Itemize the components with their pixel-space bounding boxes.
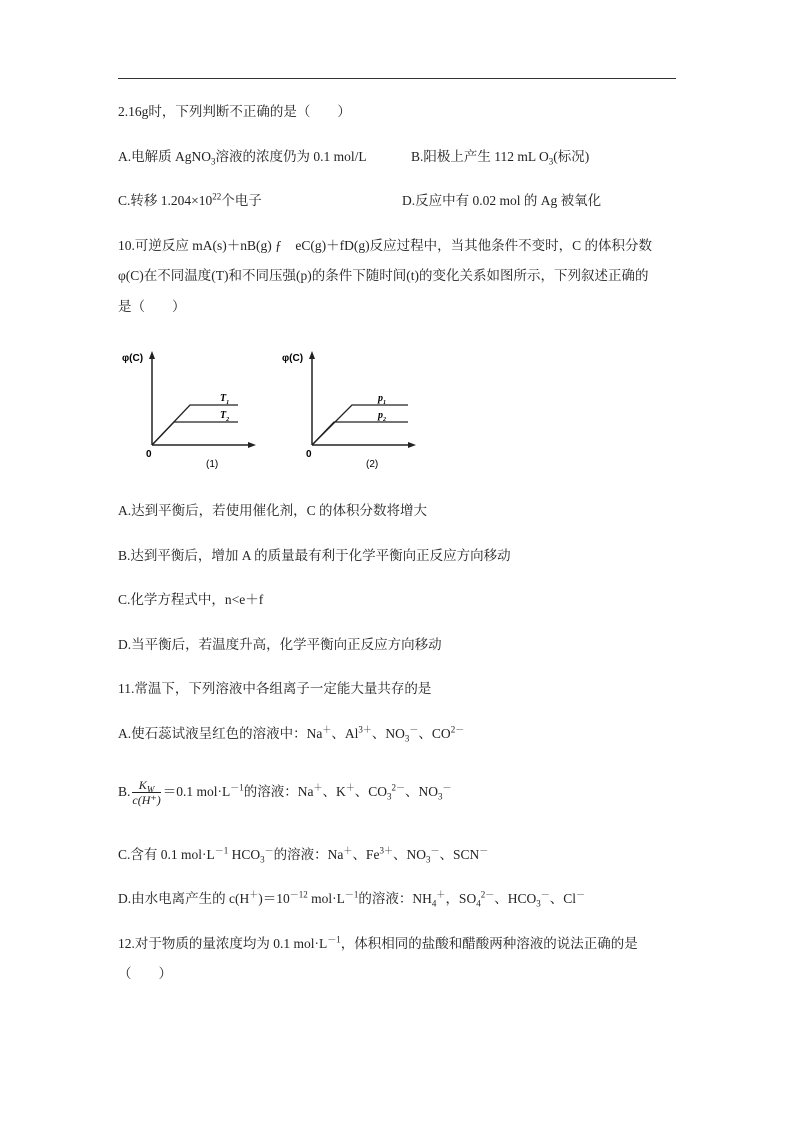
graph2-caption: (2)	[366, 459, 379, 470]
q10-stem-line2: φ(C)在不同温度(T)和不同压强(p)的条件下随时间(t)的变化关系如图所示，下列叙述正确的	[118, 268, 649, 283]
graph1-origin: 0	[146, 449, 152, 460]
kw-fraction: $\frac{K_W}{c(H^+)}$	[132, 778, 161, 808]
q9-option-c: C.转移 $1.204\times 10^{22}$个电子	[118, 191, 262, 208]
q9-option-d: D.反应中有 0.02 mol 的 Ag 被氧化	[402, 193, 602, 208]
q11-option-d: D.由水电离产生的 $c(H^+)=10^{-12}$ $mol\cdot L^{-1}$的溶液：$NH_4^+$，$SO_4^{2-}$、$HCO_3^-$、Cl－	[118, 889, 586, 909]
graph1-label-t2: $T_2$	[220, 410, 230, 423]
graph1-label-t1: $T_1$	[220, 393, 230, 406]
graph1-caption: (1)	[206, 459, 219, 470]
q10-graph-1	[118, 345, 258, 475]
q11-option-b: B. $\frac{K_W}{c(H^+)}$ ＝0.1 $mol\cdot L^{-1}$的溶液：Na＋、K＋、$CO_3^{2-}$、$NO_3^-$	[118, 778, 452, 808]
q11-option-c: C.含有 0.1 $mol\cdot L^{-1}$ $HCO_3^-$的溶液：Na＋、$Fe^{3+}$、$NO_3^-$、SCN－	[118, 845, 489, 865]
q10-option-d: D.当平衡后，若温度升高，化学平衡向正反应方向移动	[118, 637, 442, 652]
y-axis-arrow	[309, 351, 315, 359]
x-axis-arrow	[248, 442, 256, 448]
x-axis-arrow	[408, 442, 416, 448]
graph1-ylabel: φ(C)	[122, 353, 144, 364]
q9-stem: 2.16g时，下列判断不正确的是（ ）	[118, 104, 351, 119]
curve-p1	[312, 405, 408, 445]
q11-option-a: A.使石蕊试液呈红色的溶液中：Na＋、$Al^{3+}$、$NO_3^-$、$CO^{2-}$	[118, 724, 465, 744]
q10-option-c: C.化学方程式中，n<e＋f	[118, 592, 264, 607]
q10-option-b: B.达到平衡后，增加 A 的质量最有利于化学平衡向正反应方向移动	[118, 548, 511, 563]
graph2-ylabel: φ(C)	[282, 353, 304, 364]
graph2-label-p2: $p_2$	[378, 410, 386, 423]
q10-stem-line1: 10.可逆反应 mA(s)＋nB(g) ƒ eC(g)＋fD(g)反应过程中，当其他条件不变时，C 的体积分数	[118, 238, 652, 253]
q11-stem: 11.常温下，下列溶液中各组离子一定能大量共存的是	[118, 681, 432, 696]
graph2-label-p1: $p_1$	[378, 393, 386, 406]
q10-stem-line3: 是（ ）	[118, 299, 186, 314]
curve-t2	[152, 422, 238, 445]
y-axis-arrow	[149, 351, 155, 359]
q9-option-a: A.电解质 AgNO$_3$溶液的浓度仍为 0.1 mol/L	[118, 149, 367, 167]
graph2-origin: 0	[306, 449, 312, 460]
q10-option-a: A.达到平衡后，若使用催化剂，C 的体积分数将增大	[118, 503, 428, 518]
curve-p2	[312, 422, 408, 445]
q9-option-b: B.阳极上产生 112 mL $O_3$(标况)	[411, 149, 590, 167]
q12-stem-line1: 12.对于物质的量浓度均为 0.1 $mol\cdot L^{-1}$，体积相同的盐酸和醋酸两种溶液的说法正确的是	[118, 934, 638, 951]
header-rule	[118, 78, 676, 79]
q12-stem-line2: （ ）	[118, 966, 172, 981]
q10-graph-2	[278, 345, 418, 475]
